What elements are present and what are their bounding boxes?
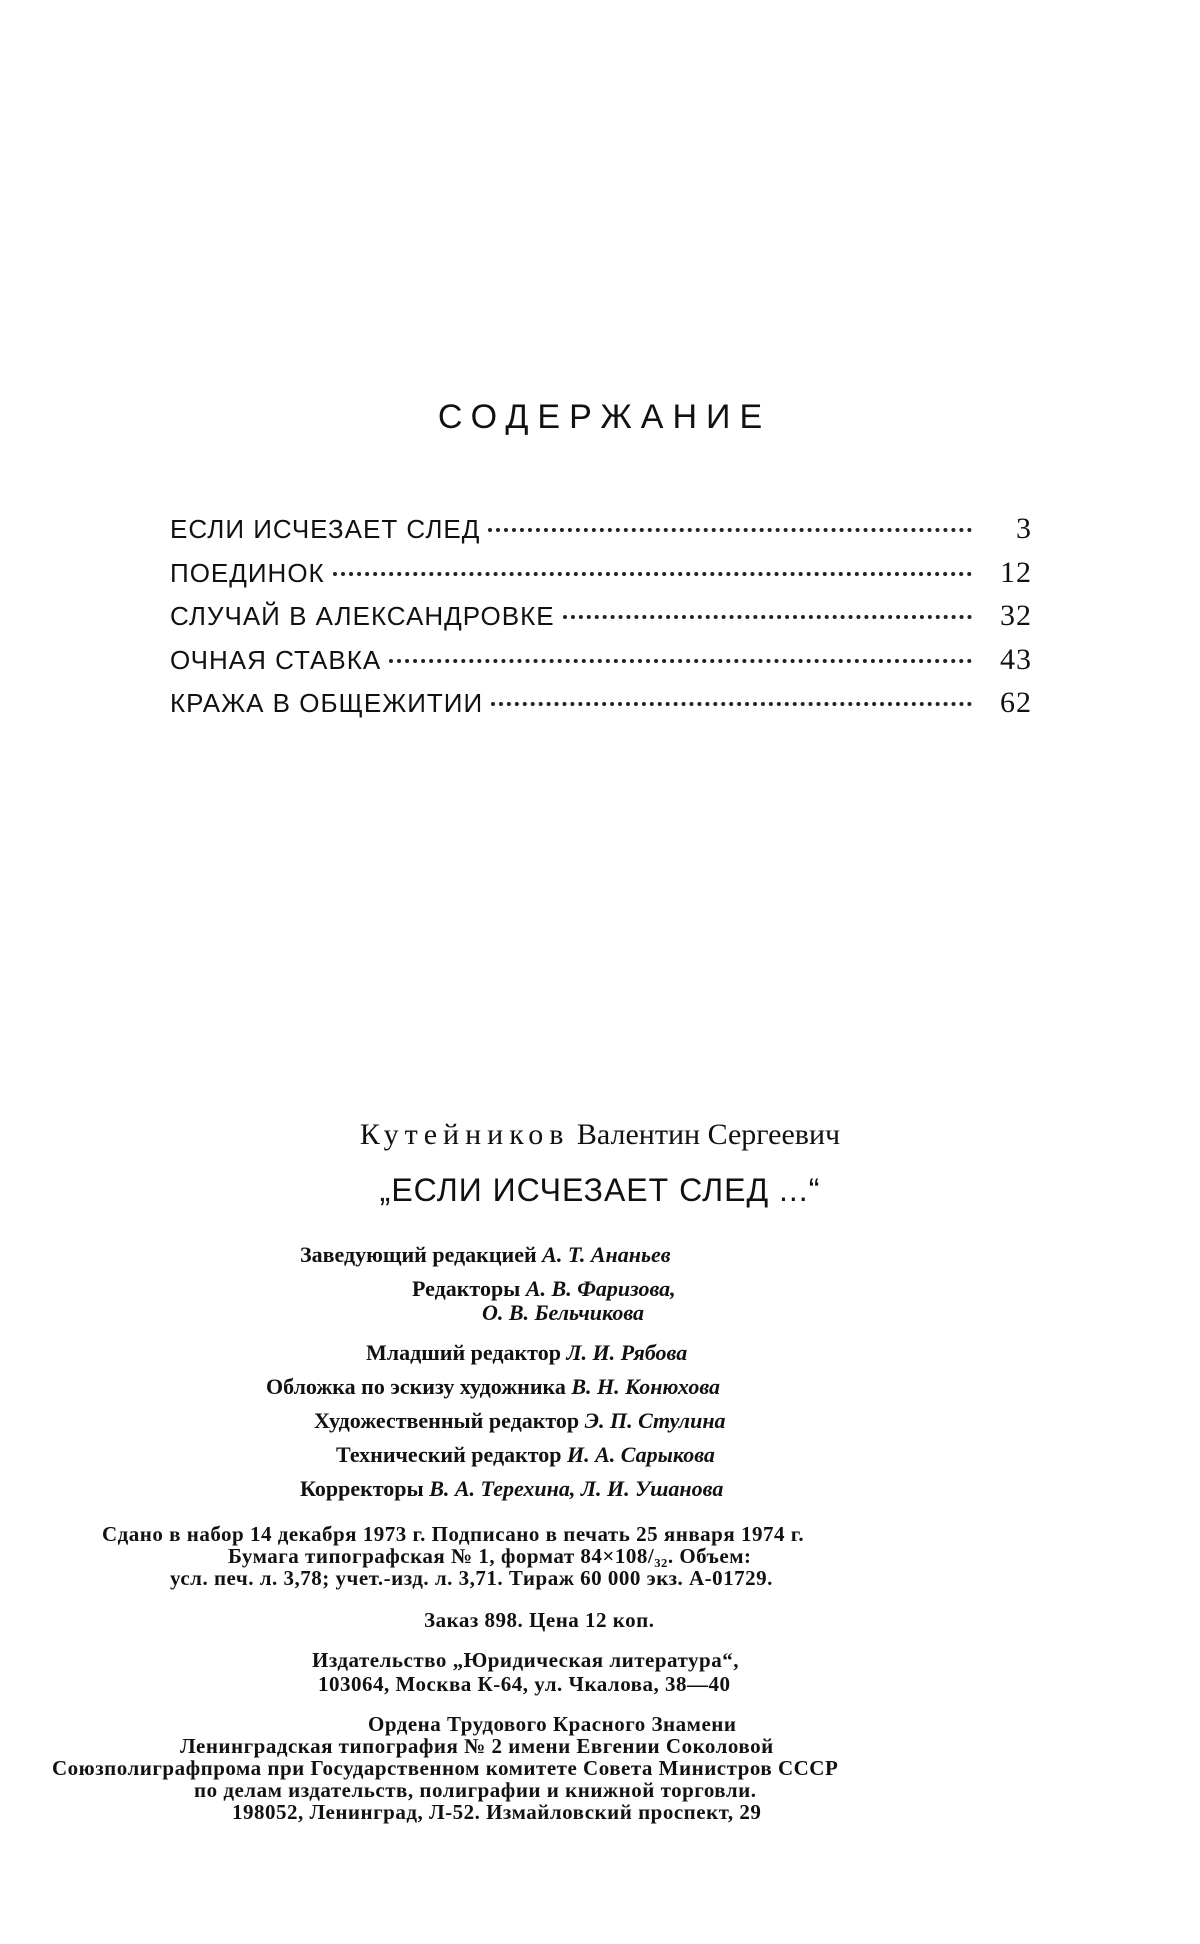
toc-entry <box>170 643 1032 687</box>
printer-line: по делам издательств, полиграфии и книжной торговли. <box>194 1778 757 1802</box>
publisher-line: 103064, Москва К-64, ул. Чкалова, 38—40 <box>318 1672 731 1696</box>
toc-leader-dots <box>488 528 972 532</box>
toc-heading: СОДЕРЖАНИЕ <box>437 398 772 436</box>
toc-list <box>170 512 1032 730</box>
credit-line <box>482 1300 644 1326</box>
toc-entry-page: 62 <box>1000 686 1032 719</box>
credit-line <box>266 1374 720 1400</box>
credit-role: Корректоры <box>300 1476 424 1501</box>
book-title: „ЕСЛИ ИСЧЕЗАЕТ СЛЕД ...“ <box>379 1172 821 1208</box>
credit-line <box>300 1242 671 1268</box>
toc-entry-page: 3 <box>1016 512 1032 545</box>
toc-entry-page: 43 <box>1000 642 1032 676</box>
toc-entry <box>170 686 1032 730</box>
credit-person: В. Н. Конюхова <box>571 1374 721 1399</box>
credit-line <box>366 1340 687 1366</box>
credit-person: О. В. Бельчикова <box>482 1300 645 1325</box>
credit-role: Младший редактор <box>366 1340 561 1365</box>
production-line: усл. печ. л. 3,78; учет.-изд. л. 3,71. Тираж 60 000 экз. А-01729. <box>170 1566 773 1590</box>
toc-entry <box>170 512 1032 556</box>
credit-role: Обложка по эскизу художника <box>266 1374 566 1399</box>
production-line: Бумага типографская № 1, формат 84×108/₃₂. Объем: <box>228 1544 752 1568</box>
credit-person: Э. П. Стулина <box>584 1408 726 1433</box>
toc-entry-title: ЕСЛИ ИСЧЕЗАЕТ СЛЕД <box>170 514 481 544</box>
publisher-line: Издательство „Юридическая литература“, <box>312 1648 739 1672</box>
author-given-names: Валентин Сергеевич <box>576 1118 841 1151</box>
credit-person: А. В. Фаризова, <box>525 1276 676 1301</box>
credit-line <box>314 1408 726 1434</box>
toc-leader-dots <box>491 702 972 706</box>
toc-entry-title: ОЧНАЯ СТАВКА <box>170 644 382 675</box>
production-line: Сдано в набор 14 декабря 1973 г. Подписано в печать 25 января 1974 г. <box>102 1522 805 1546</box>
toc-entry <box>170 599 1032 643</box>
toc-leader-dots <box>389 659 972 663</box>
credit-role: Художественный редактор <box>314 1408 580 1433</box>
printer-line: 198052, Ленинград, Л-52. Измайловский проспект, 29 <box>232 1800 762 1824</box>
credit-line <box>336 1442 715 1468</box>
toc-leader-dots <box>563 615 972 619</box>
credit-role: Технический редактор <box>336 1442 562 1467</box>
credit-line <box>300 1476 723 1502</box>
credit-role: Редакторы <box>412 1276 521 1301</box>
printer-line: Ленинградская типография № 2 имени Евгении Соколовой <box>180 1734 774 1758</box>
printer-line: Ордена Трудового Красного Знамени <box>368 1712 737 1736</box>
toc-entry-page: 32 <box>1000 599 1032 632</box>
toc-leader-dots <box>333 572 972 576</box>
credit-line <box>412 1276 676 1302</box>
toc-entry-title: ПОЕДИНОК <box>170 557 325 588</box>
author-surname: Кутейников <box>359 1118 570 1151</box>
production-line: Заказ 898. Цена 12 коп. <box>424 1608 655 1632</box>
author-name <box>0 1118 1200 1152</box>
toc-entry-title: СЛУЧАЙ В АЛЕКСАНДРОВКЕ <box>170 601 555 631</box>
credit-person: И. А. Сарыкова <box>567 1442 715 1467</box>
toc-entry-title: КРАЖА В ОБЩЕЖИТИИ <box>170 688 484 718</box>
toc-entry-page: 12 <box>1000 555 1032 589</box>
credit-person: А. Т. Ананьев <box>542 1242 671 1267</box>
toc-entry <box>170 556 1032 600</box>
credit-person: Л. И. Рябова <box>566 1340 688 1365</box>
printer-line: Союзполиграфпрома при Государственном комитете Совета Министров СССР <box>52 1756 839 1780</box>
credit-person: В. А. Терехина, Л. И. Ушанова <box>429 1476 724 1501</box>
credit-role: Заведующий редакцией <box>300 1242 537 1267</box>
